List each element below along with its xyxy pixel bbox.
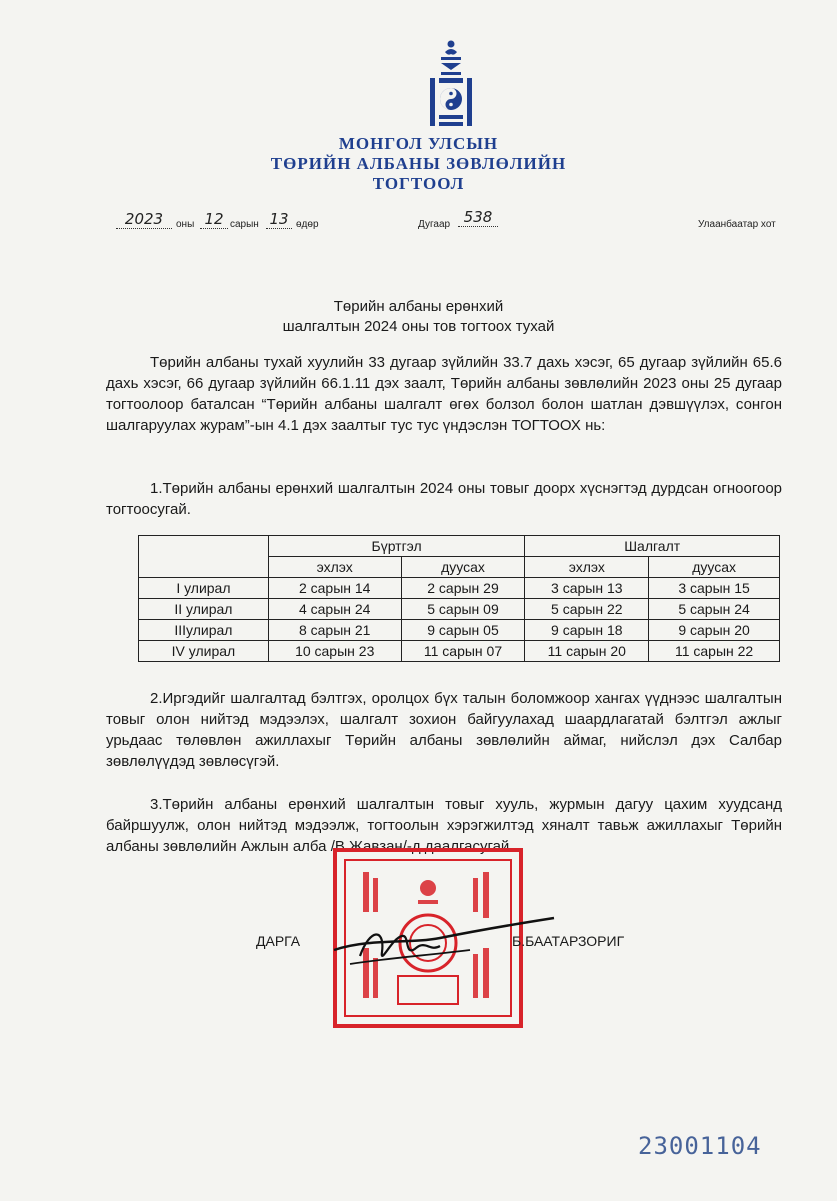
- item2-paragraph: 2.Иргэдийг шалгалтад бэлтгэх, оролцох бүх талын боломжоор хангах үүднээс шалгалтын товыг олон нийтэд мэдээлэх, шалгалт зохион байгуулахад шаардлагатай бэлтгэл ажлыг урьдаас төлөвлөн ажиллахыг Төрийн албаны зөвлөлийн аймаг, нийслэл дэх Салбар зөвлөлүүдэд зөвлөсүгэй.: [106, 690, 782, 770]
- heading-line2: ТӨРИЙН АЛБАНЫ ЗӨВЛӨЛИЙН: [270, 154, 567, 173]
- header-registration: Бүртгэл: [268, 536, 525, 557]
- item1-paragraph: 1.Төрийн албаны ерөнхий шалгалтын 2024 оны товыг доорх хүснэгтэд дурдсан огноогоор тогтоосугай.: [106, 480, 782, 518]
- state-emblem-icon: [428, 38, 474, 128]
- date-year-suffix: оны: [176, 219, 195, 230]
- date-year: 2023: [116, 210, 172, 229]
- signatory-name: Б.БААТАРЗОРИГ: [512, 933, 625, 949]
- date-day-suffix: өдөр: [296, 219, 319, 230]
- title-line2: шалгалтын 2024 оны тов тогтоох тухай: [282, 318, 555, 335]
- row-label: IIIулирал: [139, 620, 269, 641]
- heading-line1: МОНГОЛ УЛСЫН: [338, 134, 499, 153]
- table-cell: 2 сарын 29: [401, 578, 525, 599]
- preamble-paragraph: Төрийн албаны тухай хуулийн 33 дугаар зүйлийн 33.7 дахь хэсэг, 65 дугаар зүйлийн 65.6 дахь хэсэг, 66 дугаар зүйлийн 66.1.11 дэх заалт, Төрийн албаны зөвлөлийн 2023 оны 25 дугаар тогтоолоор баталсан “Төрийн албаны шалгалт өгөх болзол болон шатлан дэвшүүлэх, сонгон шалгаруулах журам”-ын 4.1 дэх заалтыг тус тус үндэслэн ТОГТООХ нь:: [106, 354, 782, 434]
- row-label: I улирал: [139, 578, 269, 599]
- table-row: [139, 599, 780, 620]
- table-cell: 5 сарын 22: [525, 599, 649, 620]
- stamped-registration-number: 23001104: [638, 1132, 762, 1160]
- table-cell: 11 сарын 22: [649, 641, 780, 662]
- table-cell: 4 сарын 24: [268, 599, 401, 620]
- schedule-table: [138, 535, 780, 662]
- table-row: [139, 620, 780, 641]
- header-exam: Шалгалт: [525, 536, 780, 557]
- table-corner-cell: [139, 536, 269, 578]
- table-cell: 5 сарын 24: [649, 599, 780, 620]
- document-number: 538: [458, 208, 498, 227]
- table-row: [139, 578, 780, 599]
- table-cell: 11 сарын 20: [525, 641, 649, 662]
- table-cell: 2 сарын 14: [268, 578, 401, 599]
- table-cell: 10 сарын 23: [268, 641, 401, 662]
- table-cell: 8 сарын 21: [268, 620, 401, 641]
- table-cell: 3 сарын 15: [649, 578, 780, 599]
- date-month-suffix: сарын: [230, 219, 259, 230]
- table-cell: 9 сарын 20: [649, 620, 780, 641]
- city-label: Улаанбаатар хот: [698, 219, 776, 230]
- date-day: 13: [266, 210, 292, 229]
- subheader-start: эхлэх: [525, 557, 649, 578]
- item3-paragraph: 3.Төрийн албаны ерөнхий шалгалтын товыг хууль, журмын дагуу цахим хуудсанд байршуулж, олон нийтэд мэдээлж, тогтоолын хэрэгжилтэд хяналт тавьж ажиллахыг Төрийн албаны зөвлөлийн Ажлын алба /В.Жавзан/-д даалгасугай.: [106, 796, 782, 855]
- table-cell: 9 сарын 05: [401, 620, 525, 641]
- table-cell: 11 сарын 07: [401, 641, 525, 662]
- date-month: 12: [200, 210, 228, 229]
- subheader-end: дуусах: [649, 557, 780, 578]
- table-cell: 5 сарын 09: [401, 599, 525, 620]
- signatory-role: ДАРГА: [256, 933, 301, 949]
- table-cell: 3 сарын 13: [525, 578, 649, 599]
- subheader-end: дуусах: [401, 557, 525, 578]
- table-row: [139, 641, 780, 662]
- row-label: II улирал: [139, 599, 269, 620]
- subheader-start: эхлэх: [268, 557, 401, 578]
- title-line1: Төрийн албаны ерөнхий: [333, 298, 504, 315]
- row-label: IV улирал: [139, 641, 269, 662]
- heading-line3: ТОГТООЛ: [372, 174, 465, 193]
- number-label: Дугаар: [418, 219, 451, 230]
- table-cell: 9 сарын 18: [525, 620, 649, 641]
